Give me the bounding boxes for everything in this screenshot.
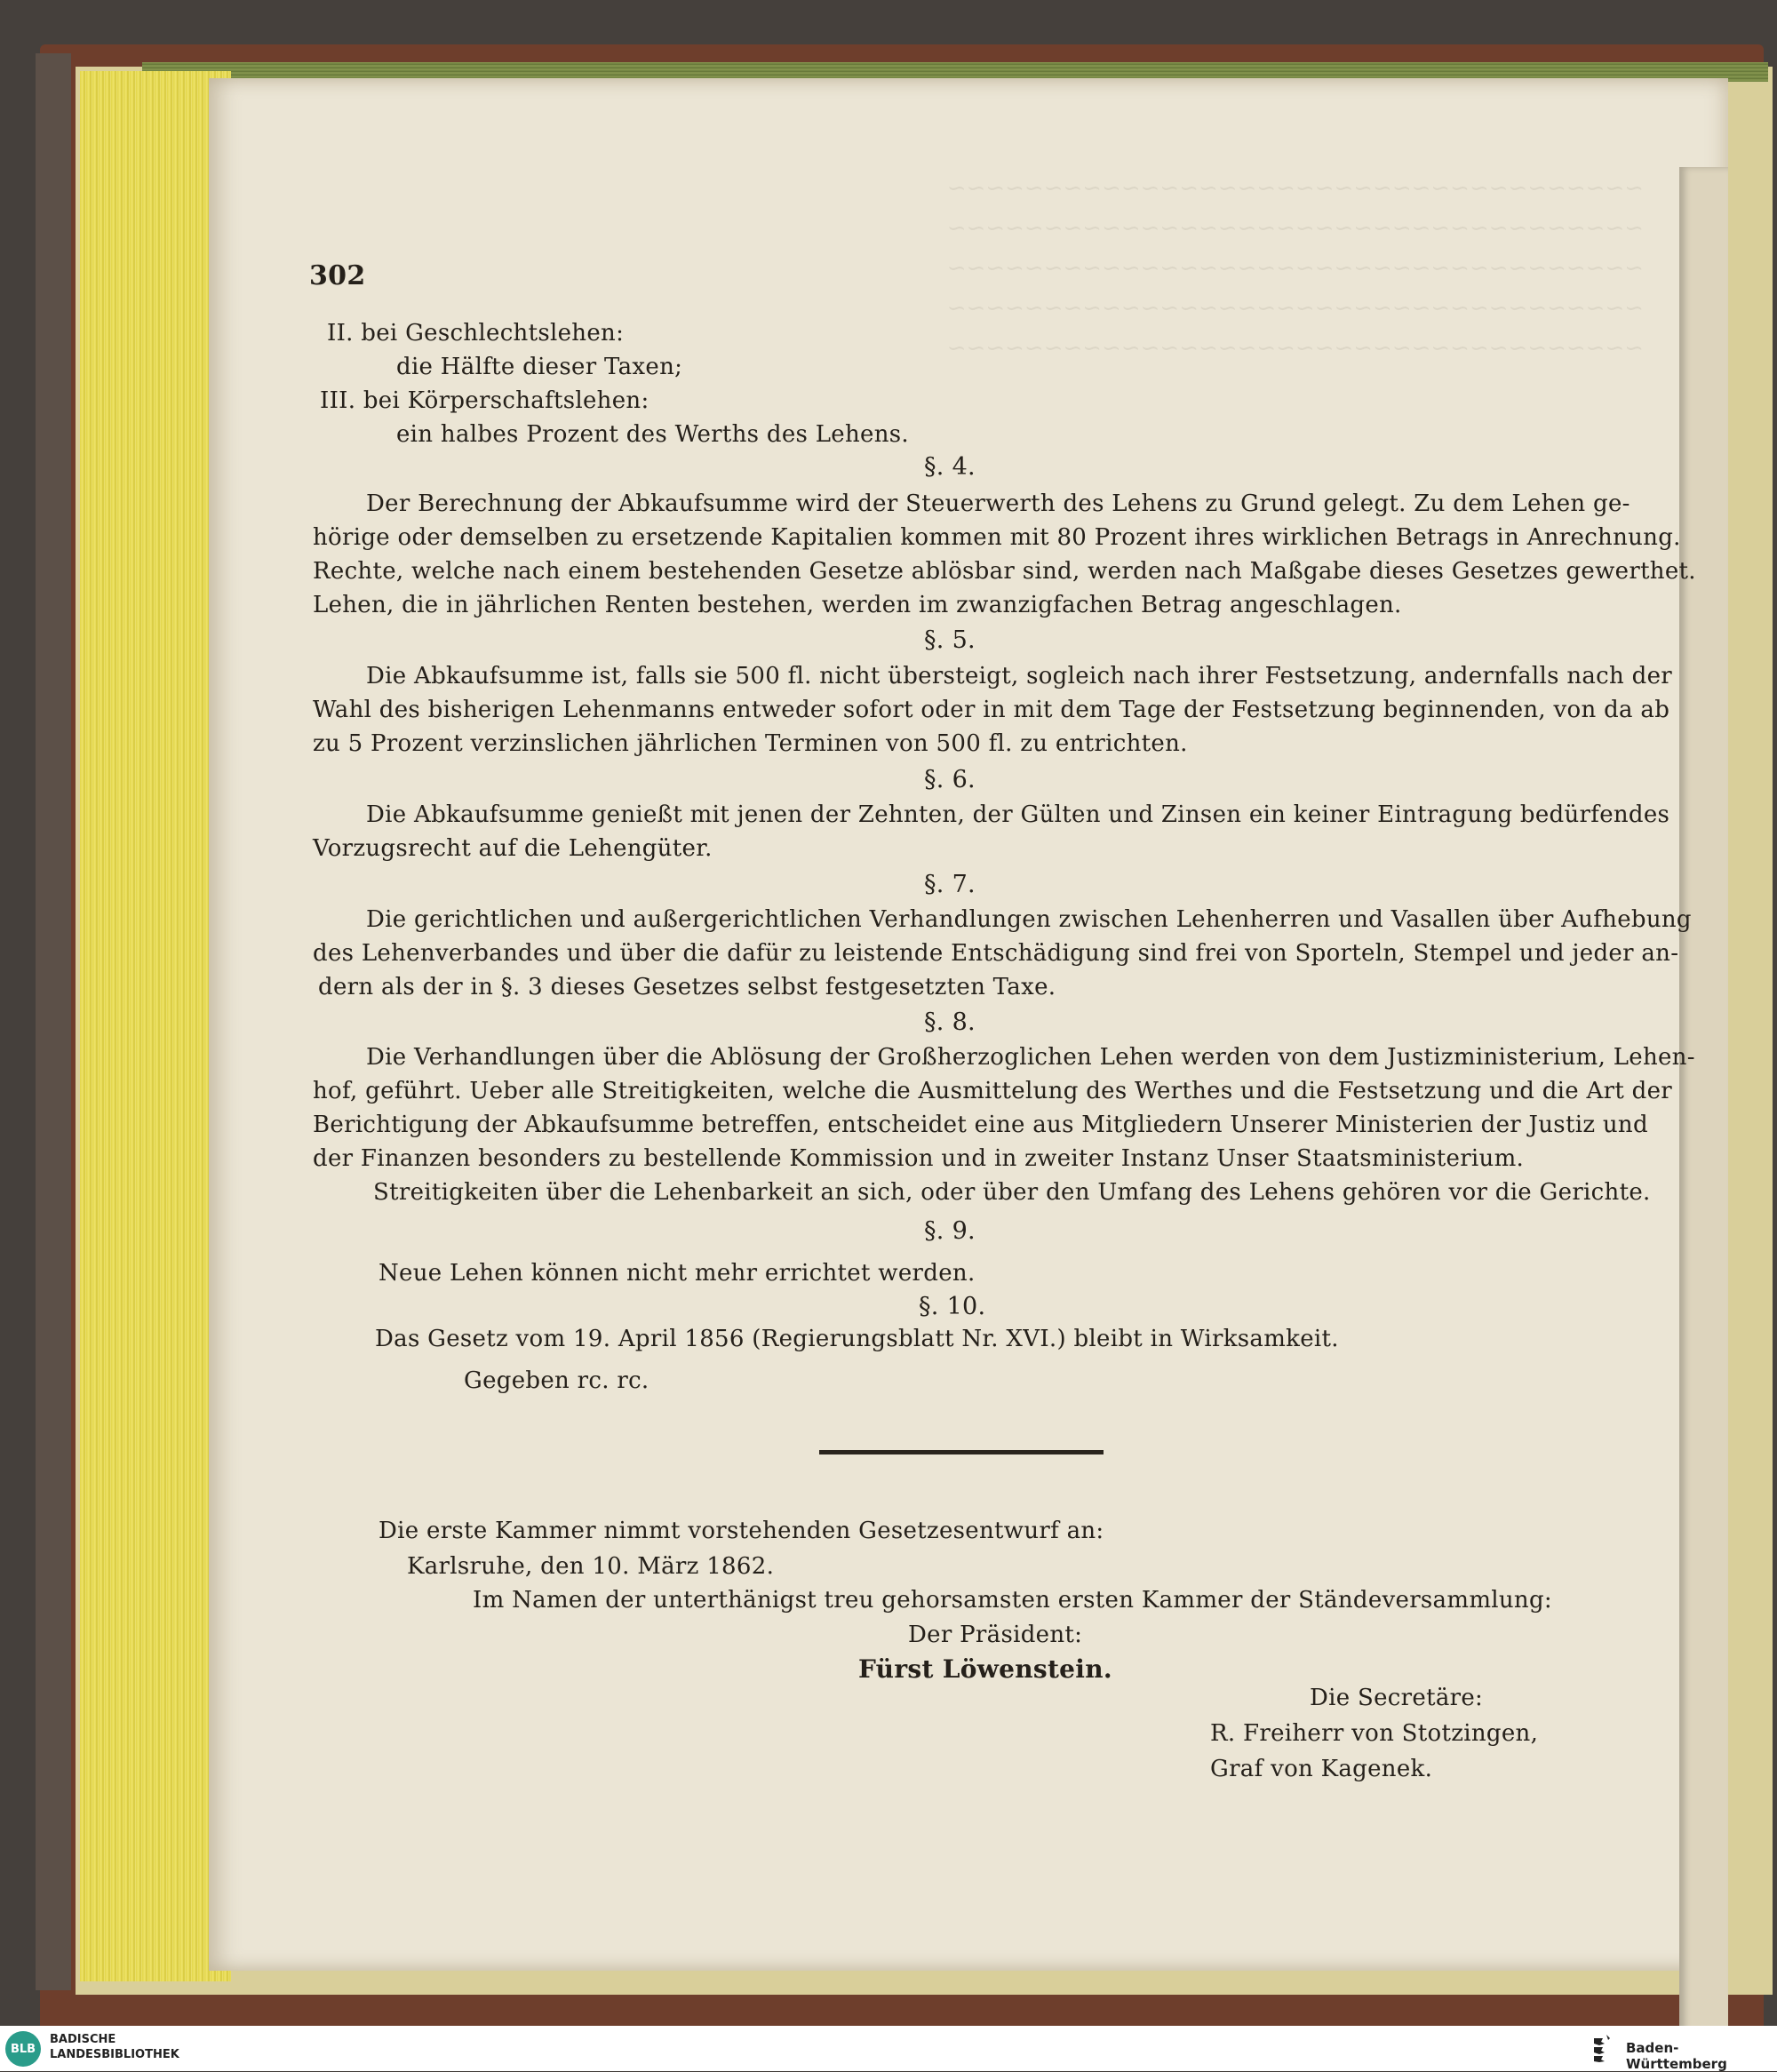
text-line: Karlsruhe, den 10. März 1862. <box>407 1553 775 1580</box>
text-line: Vorzugsrecht auf die Lehengüter. <box>313 835 713 862</box>
book-spine-edge <box>36 53 71 1990</box>
text-line: Gegeben rc. rc. <box>464 1367 649 1394</box>
text-line: hof, geführt. Ueber alle Streitigkeiten, welche die Ausmittelung des Werthes und die Festsetzung und die Art der <box>313 1078 1673 1104</box>
text-line: Der Berechnung der Abkaufsumme wird der Steuerwerth des Lehens zu Grund gelegt. Zu dem Lehen ge- <box>366 490 1630 517</box>
text-line: ein halbes Prozent des Werths des Lehens. <box>396 421 909 448</box>
section-heading: §. 10. <box>919 1293 986 1320</box>
state-name: Baden-Württemberg <box>1626 2040 1727 2072</box>
text-line: Im Namen der unterthänigst treu gehorsamsten ersten Kammer der Ständeversammlung: <box>473 1587 1552 1614</box>
signature-secretary: Graf von Kagenek. <box>1210 1756 1433 1782</box>
text-line: des Lehenverbandes und über die dafür zu leistende Entschädigung sind frei von Sporteln, Stempel und jeder an- <box>313 940 1679 967</box>
text-line: Die gerichtlichen und außergerichtlichen Verhandlungen zwischen Lehenherren und Vasallen über Aufhebung <box>366 906 1692 933</box>
text-line: der Finanzen besonders zu bestellende Kommission und in zweiter Instanz Unser Staatsministerium. <box>313 1145 1525 1172</box>
signature-president: Fürst Löwenstein. <box>858 1654 1112 1684</box>
library-name-line2: LANDESBIBLIOTHEK <box>50 2048 179 2061</box>
section-heading: §. 8. <box>924 1008 976 1036</box>
text-line: dern als der in §. 3 dieses Gesetzes selbst festgesetzten Taxe. <box>318 974 1056 1000</box>
section-heading: §. 9. <box>924 1217 976 1245</box>
text-line: Die Abkaufsumme ist, falls sie 500 fl. nicht übersteigt, sogleich nach ihrer Festsetzung, andernfalls nach der <box>366 663 1673 689</box>
text-line: Lehen, die in jährlichen Renten bestehen, werden im zwanzigfachen Betrag angeschlagen. <box>313 592 1402 618</box>
text-line: Die erste Kammer nimmt vorstehenden Gesetzesentwurf an: <box>379 1518 1104 1544</box>
text-line: hörige oder demselben zu ersetzende Kapitalien kommen mit 80 Prozent ihres wirklichen Betrags in Anrechnung. <box>313 524 1681 551</box>
text-line: II. bei Geschlechtslehen: <box>327 320 625 347</box>
section-heading: §. 7. <box>924 871 976 898</box>
separator-rule <box>819 1450 1104 1454</box>
page-number: 302 <box>309 260 366 291</box>
text-line: Das Gesetz vom 19. April 1856 (Regierungsblatt Nr. XVI.) bleibt in Wirksamkeit. <box>375 1326 1339 1352</box>
library-name <box>50 2032 179 2062</box>
text-line: Der Präsident: <box>908 1622 1083 1648</box>
text-line: die Hälfte dieser Taxen; <box>396 354 683 380</box>
text-line: Die Verhandlungen über die Ablösung der Großherzoglichen Lehen werden von dem Justizministerium, Lehen- <box>366 1044 1695 1071</box>
library-name-line1: BADISCHE <box>50 2033 116 2046</box>
section-heading: §. 4. <box>924 453 976 481</box>
text-line: Berichtigung der Abkaufsumme betreffen, entscheidet eine aus Mitgliedern Unserer Ministerien der Justiz und <box>313 1112 1648 1138</box>
text-line: Streitigkeiten über die Lehenbarkeit an sich, oder über den Umfang des Lehens gehören vor die Gerichte. <box>373 1179 1651 1206</box>
text-line: III. bei Körperschaftslehen: <box>320 387 649 414</box>
text-line: Die Secretäre: <box>1310 1685 1484 1711</box>
text-line: Rechte, welche nach einem bestehenden Gesetze ablösbar sind, werden nach Maßgabe dieses Gesetzes gewerthet. <box>313 558 1696 585</box>
show-through-text: ~~~~~~~~~~~~~~~~~~~~~~~~~~~~~~~~~~~~ ~~~~~~~~~~~~~~~~~~~~~~~~~~~~~~~~~~~~ ~~~~~~~~~~~~~~~~~~~~~~~~~~~~~~~~~~~~ ~~~~~~~~~~~~~~~~~~~~~~~~~~~~~~~~~~~~ ~~~~~~~~~~~~~~~~~~~~~~~~~~~~~~~~~~~~ <box>946 175 1644 362</box>
signature-secretary: R. Freiherr von Stotzingen, <box>1210 1720 1539 1747</box>
baden-wuerttemberg-lions-icon <box>1590 2033 1619 2063</box>
footer-bar <box>0 2026 1777 2071</box>
section-heading: §. 6. <box>924 766 976 793</box>
text-line: Neue Lehen können nicht mehr errichtet werden. <box>379 1260 976 1287</box>
text-line: Wahl des bisherigen Lehenmanns entweder sofort oder in mit dem Tage der Festsetzung beginnenden, von da ab <box>313 697 1670 723</box>
section-heading: §. 5. <box>924 626 976 654</box>
next-page-edge <box>1679 167 1728 2042</box>
text-line: zu 5 Prozent verzinslichen jährlichen Terminen von 500 fl. zu entrichten. <box>313 730 1188 757</box>
blb-logo-icon: BLB <box>5 2031 41 2067</box>
text-line: Die Abkaufsumme genießt mit jenen der Zehnten, der Gülten und Zinsen ein keiner Eintragung bedürfendes <box>366 801 1670 828</box>
